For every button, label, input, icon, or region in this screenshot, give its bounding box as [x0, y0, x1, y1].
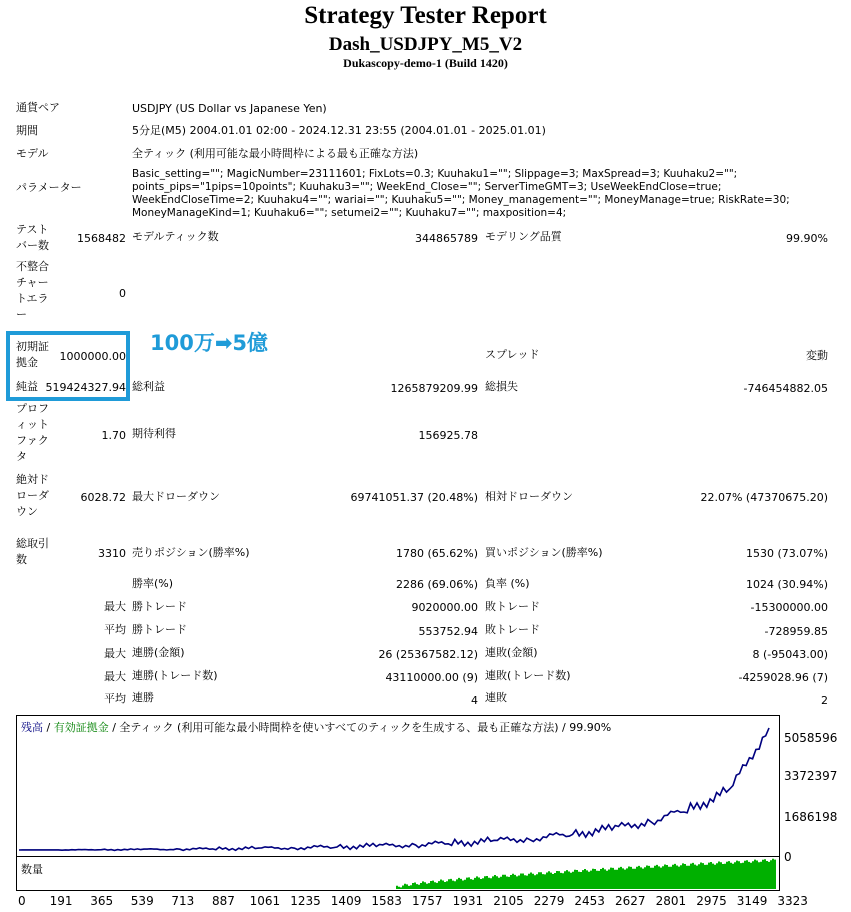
lwin-label: 勝トレード	[132, 600, 187, 613]
volume-chart	[16, 857, 780, 891]
volume-bars	[397, 859, 775, 889]
grossprofit-value: 1265879209.99	[390, 382, 478, 395]
short-label: 売りポジション(勝率%)	[132, 546, 250, 559]
equity-line	[19, 728, 769, 850]
grossloss-value: -746454882.05	[743, 382, 828, 395]
x-tick-label: 1061	[249, 894, 281, 908]
model-value: 全ティック (利用可能な最小時間枠による最も正確な方法)	[132, 147, 419, 160]
absdd-label: 絶対ドローダウン	[16, 473, 49, 518]
params-value: Basic_setting=""; MagicNumber=23111601; FixLots=0.3; Kuuhaku1=""; Slippage=3; MaxSpread=3; Kuuhaku2=""; points_pips="1pips=10points"; Kuuhaku3=""; WeekEnd_Close=""; ServerTimeGMT=3; UseWeekEndClose=true; WeekEndCloseTime=2; Kuuhaku4=""; wariai=""; Kuuhaku5=""; Money_management=""; MoneyManage=true; RiskRate=30; MoneyManageKind=1; Kuuhaku6=""; setumei2=""; Kuuhaku7=""; maxposition=4;	[132, 168, 790, 219]
y-tick-label: 5058596	[784, 731, 838, 745]
grossprofit-label: 総利益	[132, 380, 165, 393]
mismatch-label: 不整合チャートエラー	[16, 260, 49, 321]
x-tick-label: 2453	[574, 894, 605, 908]
reldd-value: 22.07% (47370675.20)	[700, 491, 828, 504]
x-tick-label: 1583	[371, 894, 402, 908]
balance-chart	[16, 715, 780, 857]
pf-label: プロフィットファクタ	[16, 402, 49, 463]
legend-equity: 有効証拠金	[53, 721, 109, 734]
netprofit-label: 純益	[16, 380, 38, 393]
highlight-box	[6, 331, 130, 401]
lwin-value: 9020000.00	[411, 601, 478, 614]
max-label-3: 最大	[104, 670, 126, 683]
awin-value: 553752.94	[418, 625, 478, 638]
deposit-label: 初期証拠金	[16, 340, 49, 369]
volume-label: 数量	[21, 863, 43, 876]
x-tick-label: 2627	[615, 894, 646, 908]
x-tick-label: 1409	[330, 894, 362, 908]
avg-label-1: 平均	[104, 623, 126, 636]
winrate-label: 勝率(%)	[132, 577, 174, 590]
winrate-value: 2286 (69.06%)	[395, 578, 478, 591]
legend-sep-2: /	[108, 721, 120, 734]
netprofit-value: 519424327.94	[45, 381, 126, 394]
x-tick-label: 713	[171, 894, 195, 908]
balance-line	[19, 728, 769, 850]
deposit-value: 1000000.00	[59, 350, 126, 363]
grossloss-label: 総損失	[485, 380, 518, 393]
acw-label: 連勝	[132, 691, 154, 704]
y-tick-label: 1686198	[784, 810, 838, 824]
ticks-value: 344865789	[415, 232, 478, 245]
ticks-label: モデルティック数	[132, 230, 219, 243]
mcpl-value: -4259028.96 (7)	[738, 671, 828, 684]
long-value: 1530 (73.07%)	[745, 547, 828, 560]
spread-value: 変動	[806, 349, 828, 362]
x-tick-label: 365	[90, 894, 114, 908]
legend-rest: 全ティック (利用可能な最小時間枠を使いすべてのティックを生成する、最も正確な方法) / 99.90%	[119, 721, 612, 734]
x-tick-label: 887	[212, 894, 235, 908]
model-label: モデル	[16, 147, 49, 160]
mcl-label: 連敗(金額)	[485, 646, 538, 659]
x-tick-label: 3149	[736, 894, 768, 908]
quality-label: モデリング品質	[485, 230, 562, 243]
lossrate-label: 負率 (%)	[485, 577, 530, 590]
annotation-text: 100万➡5億	[150, 331, 269, 355]
x-tick-label: 3323	[777, 894, 808, 908]
acl-label: 連敗	[485, 691, 507, 704]
trades-value: 3310	[98, 547, 126, 560]
long-label: 買いポジション(勝率%)	[485, 546, 603, 559]
period-value: 5分足(M5) 2004.01.01 02:00 - 2024.12.31 23:55 (2004.01.01 - 2025.01.01)	[132, 124, 546, 137]
avg-label-2: 平均	[104, 692, 126, 705]
lossrate-value: 1024 (30.94%)	[745, 578, 828, 591]
quality-value: 99.90%	[786, 232, 828, 245]
symbol-value: USDJPY (US Dollar vs Japanese Yen)	[132, 102, 327, 115]
x-tick-label: 2279	[533, 894, 565, 908]
expected-label: 期待利得	[132, 427, 176, 440]
reldd-label: 相対ドローダウン	[485, 490, 573, 503]
expected-value: 156925.78	[418, 429, 478, 442]
ea-name: Dash_USDJPY_M5_V2	[328, 34, 523, 55]
x-tick-label: 2975	[696, 894, 727, 908]
absdd-value: 6028.72	[80, 491, 126, 504]
pf-value: 1.70	[101, 429, 126, 442]
acw-value: 4	[471, 694, 478, 707]
short-value: 1780 (65.62%)	[395, 547, 478, 560]
bars-label: テストバー数	[16, 223, 49, 252]
mcw-value: 26 (25367582.12)	[378, 648, 478, 661]
x-tick-label: 2105	[493, 894, 524, 908]
params-label: パラメーター	[16, 181, 82, 194]
report-title: Strategy Tester Report	[304, 2, 547, 29]
bars-value: 1568482	[77, 232, 126, 245]
period-label: 期間	[16, 124, 38, 137]
lloss-value: -15300000.00	[750, 601, 828, 614]
x-tick-label: 191	[49, 894, 73, 908]
x-tick-label: 2801	[655, 894, 687, 908]
x-tick-label: 1757	[412, 894, 443, 908]
balance-chart-svg	[17, 716, 779, 856]
chart-legend	[21, 719, 611, 735]
volume-chart-svg	[17, 857, 779, 890]
mismatch-value: 0	[119, 287, 126, 300]
awin-label: 勝トレード	[132, 623, 187, 636]
acl-value: 2	[821, 694, 828, 707]
spread-label: スプレッド	[485, 348, 540, 361]
aloss-label: 敗トレード	[485, 623, 540, 636]
mcp-value: 43110000.00 (9)	[385, 671, 478, 684]
y-tick-label: 3372397	[784, 769, 838, 783]
server-name: Dukascopy-demo-1 (Build 1420)	[343, 56, 508, 70]
symbol-label: 通貨ペア	[16, 101, 60, 114]
legend-sep-1: /	[43, 721, 54, 734]
legend-balance: 残高	[21, 721, 43, 734]
y-tick-label: 0	[784, 850, 792, 864]
max-label-1: 最大	[104, 600, 126, 613]
x-tick-label: 0	[18, 894, 26, 908]
maxdd-value: 69741051.37 (20.48%)	[350, 491, 478, 504]
mcp-label: 連勝(トレード数)	[132, 669, 218, 682]
mcw-label: 連勝(金額)	[132, 646, 185, 659]
max-label-2: 最大	[104, 647, 126, 660]
maxdd-label: 最大ドローダウン	[132, 490, 220, 503]
x-tick-label: 539	[130, 894, 154, 908]
mcpl-label: 連敗(トレード数)	[485, 669, 571, 682]
lloss-label: 敗トレード	[485, 600, 540, 613]
x-tick-label: 1931	[452, 894, 484, 908]
mcl-value: 8 (-95043.00)	[752, 648, 828, 661]
x-tick-label: 1235	[290, 894, 321, 908]
aloss-value: -728959.85	[764, 625, 828, 638]
trades-label: 総取引数	[16, 537, 49, 566]
